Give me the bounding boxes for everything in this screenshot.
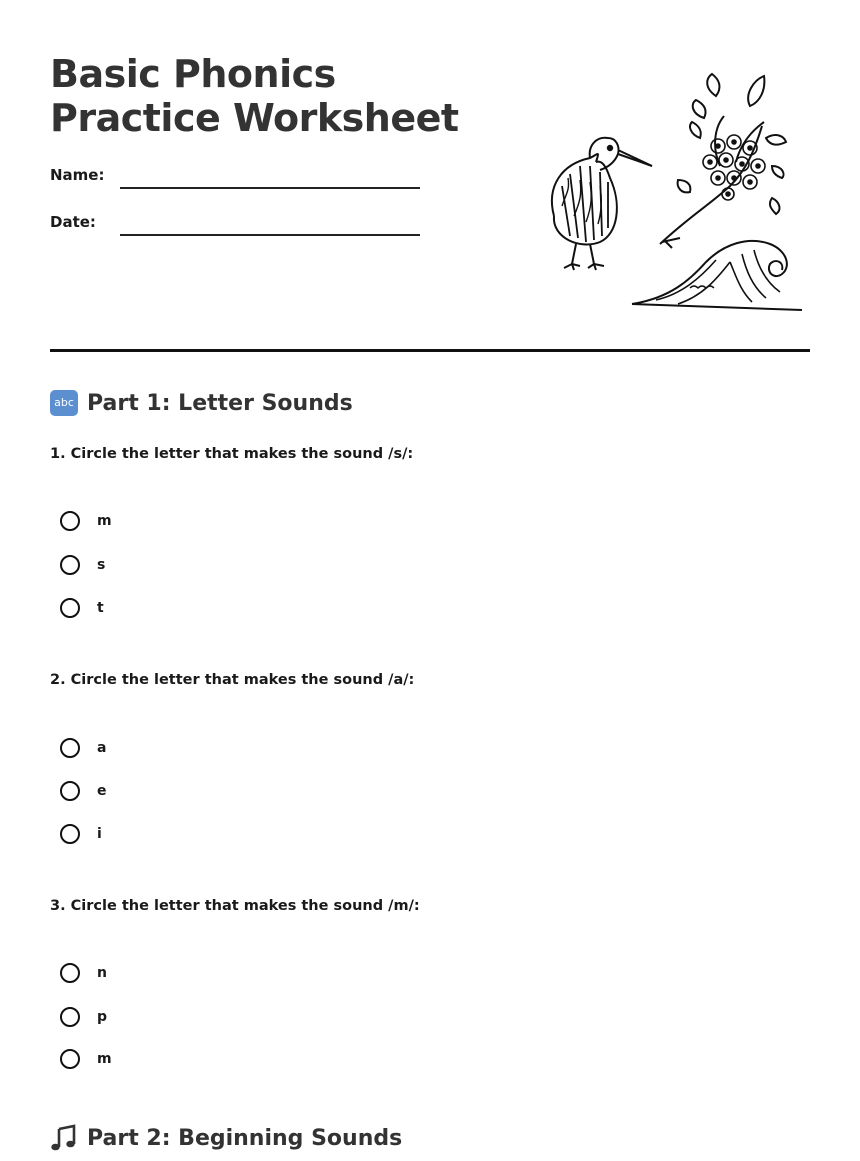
flowering-branch-icon: [660, 74, 786, 248]
option-label: a: [97, 740, 107, 756]
option-label: t: [97, 600, 104, 616]
radio-button[interactable]: [60, 598, 80, 618]
q1-option-s[interactable]: [60, 555, 105, 575]
header-illustration: [540, 66, 810, 318]
question-2: 2. Circle the letter that makes the sound /a/:: [50, 672, 415, 688]
radio-button[interactable]: [60, 963, 80, 983]
kiwi-bird-icon: [552, 138, 652, 270]
radio-button[interactable]: [60, 555, 80, 575]
option-label: p: [97, 1009, 108, 1025]
option-label: m: [97, 513, 112, 529]
radio-button[interactable]: [60, 824, 80, 844]
date-field[interactable]: [120, 234, 420, 236]
abc-icon: abc: [50, 390, 78, 416]
q1-option-m[interactable]: [60, 511, 112, 531]
header-divider: [50, 349, 810, 352]
radio-button[interactable]: [60, 738, 80, 758]
q2-option-e[interactable]: [60, 781, 107, 801]
musical-note-icon: [50, 1124, 78, 1152]
q3-option-m[interactable]: [60, 1049, 112, 1069]
option-label: n: [97, 965, 107, 981]
radio-button[interactable]: [60, 511, 80, 531]
part1-heading: [50, 390, 353, 416]
wave-icon: [632, 241, 802, 310]
name-field[interactable]: [120, 187, 420, 189]
option-label: m: [97, 1051, 112, 1067]
page-title: Basic Phonics Practice Worksheet: [50, 52, 459, 140]
option-label: e: [97, 783, 107, 799]
q3-option-n[interactable]: [60, 963, 107, 983]
q3-option-p[interactable]: [60, 1007, 107, 1027]
question-1: 1. Circle the letter that makes the sound /s/:: [50, 446, 414, 462]
radio-button[interactable]: [60, 781, 80, 801]
date-label: Date:: [50, 213, 96, 231]
option-label: s: [97, 557, 106, 573]
option-label: i: [97, 826, 102, 842]
radio-button[interactable]: [60, 1007, 80, 1027]
part2-heading-text: Part 2: Beginning Sounds: [87, 1125, 403, 1151]
q1-option-t[interactable]: [60, 598, 104, 618]
radio-button[interactable]: [60, 1049, 80, 1069]
part1-heading-text: Part 1: Letter Sounds: [87, 390, 353, 416]
name-label: Name:: [50, 166, 105, 184]
part2-heading: [50, 1124, 402, 1152]
q2-option-i[interactable]: [60, 824, 102, 844]
question-3: 3. Circle the letter that makes the sound /m/:: [50, 898, 420, 914]
q2-option-a[interactable]: [60, 738, 106, 758]
